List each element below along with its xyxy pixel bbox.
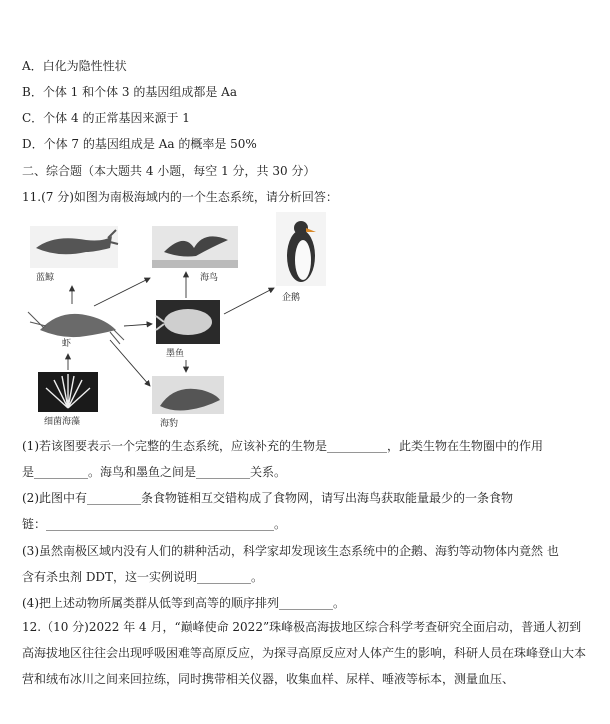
option-a: A．白化为隐性性状 (22, 59, 127, 73)
q11-sub4: (4)把上述动物所属类群从低等到高等的顺序排列_________。 (22, 596, 345, 610)
seal-image (152, 376, 224, 414)
algae-image (38, 372, 98, 412)
label-shrimp: 虾 (62, 339, 72, 349)
label-squid: 墨鱼 (166, 349, 185, 359)
label-seabird: 海鸟 (200, 273, 219, 283)
label-whale: 蓝鲸 (36, 273, 55, 283)
q11-sub3-line1: (3)虽然南极区域内没有人们的耕种活动，科学家却发现该生态系统中的企鹅、海豹等动物体内竟然 也 (22, 544, 559, 558)
option-d: D．个体 7 的基因组成是 Aa 的概率是 50% (22, 137, 257, 151)
seabird-image (152, 226, 238, 268)
q11-stem: 11.(7 分)如图为南极海域内的一个生态系统，请分析回答： (22, 190, 338, 204)
food-web-figure (24, 212, 334, 432)
penguin-image (276, 212, 326, 286)
label-seal: 海豹 (160, 419, 179, 429)
section-heading: 二、综合题（本大题共 4 小题，每空 1 分，共 30 分） (22, 164, 316, 178)
q11-sub1-line2: 是_________。海鸟和墨鱼之间是_________关系。 (22, 465, 287, 479)
whale-image (30, 226, 118, 268)
q12-text: 12.（10 分)2022 年 4 月，“巅峰使命 2022”珠峰极高海拔地区综合科学考查研究全面启动，普通人初到高海拔地区往往会出现呼吸困难等高原反应，为探寻高原反应对人体产生的影响，科研人员在珠峰登山大本营和绒布冰川之间来回拉练，同时携带相关仪器，收集血样、尿样、唾液等标本，测量血压、 (22, 620, 587, 686)
q11-sub1-line1: (1)若该图要表示一个完整的生态系统，应该补充的生物是__________，此类生物在生物圈中的作用 (22, 439, 544, 453)
q11-sub2-line2: 链：______________________________________。 (22, 517, 287, 531)
shrimp-image (28, 312, 124, 344)
q11-sub2-line1: (2)此图中有_________条食物链相互交错构成了食物网，请写出海鸟获取能量最少的一条食物 (22, 491, 514, 505)
q11-sub3-line2: 含有杀虫剂 DDT，这一实例说明_________。 (22, 570, 264, 584)
option-c: C．个体 4 的正常基因来源于 1 (22, 111, 190, 125)
label-algae: 细菌海藻 (44, 417, 81, 427)
label-penguin: 企鹅 (282, 293, 301, 303)
option-b: B．个体 1 和个体 3 的基因组成都是 Aa (22, 85, 237, 99)
squid-image (156, 300, 220, 344)
food-web-diagram (24, 212, 334, 432)
